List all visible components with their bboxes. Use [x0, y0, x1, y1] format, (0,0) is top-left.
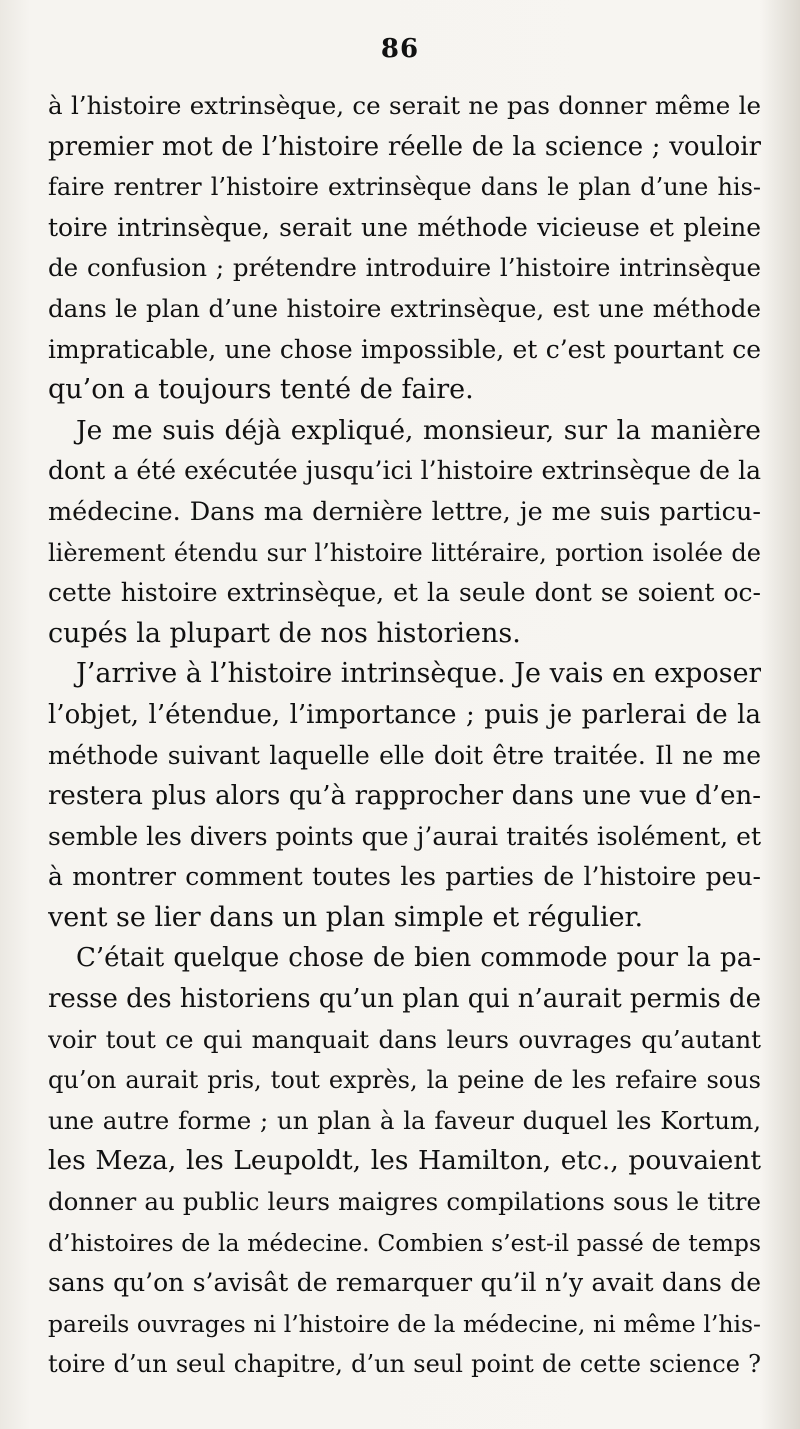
- body-text: [48, 86, 761, 1385]
- text-line: premier mot de l’histoire réelle de la science ; vouloir: [48, 131, 761, 162]
- text-line: J’arrive à l’histoire intrinsèque. Je vais en exposer: [76, 658, 761, 690]
- text-line: qu’on a toujours tenté de faire.: [48, 374, 474, 406]
- text-line: lièrement étendu sur l’histoire littéraire, portion isolée de: [48, 538, 761, 567]
- text-line: à l’histoire extrinsèque, ce serait ne pas donner même le: [48, 91, 761, 120]
- text-line: semble les divers points que j’aurai traités isolément, et: [48, 821, 761, 851]
- text-line: d’histoires de la médecine. Combien s’est-il passé de temps: [48, 1228, 761, 1257]
- text-line: toire d’un seul chapitre, d’un seul point de cette science ?: [48, 1350, 761, 1379]
- text-line: qu’on aurait pris, tout exprès, la peine de les refaire sous: [48, 1066, 761, 1095]
- text-line: cette histoire extrinsèque, et la seule dont se soient oc-: [48, 578, 761, 608]
- text-line: méthode suivant laquelle elle doit être traitée. Il ne me: [48, 740, 761, 770]
- text-line: voir tout ce qui manquait dans leurs ouvrages qu’autant: [48, 1024, 761, 1054]
- text-line: toire intrinsèque, serait une méthode vicieuse et pleine: [48, 212, 761, 242]
- text-line: une autre forme ; un plan à la faveur duquel les Kortum,: [48, 1105, 761, 1135]
- text-line: vent se lier dans un plan simple et régulier.: [48, 901, 644, 933]
- text-line: resse des historiens qu’un plan qui n’aurait permis de: [48, 984, 761, 1015]
- text-line: cupés la plupart de nos historiens.: [48, 617, 521, 649]
- text-line: médecine. Dans ma dernière lettre, je me suis particu-: [48, 496, 761, 527]
- text-line: les Meza, les Leupoldt, les Hamilton, etc., pouvaient: [48, 1145, 761, 1177]
- text-line: dont a été exécutée jusqu’ici l’histoire extrinsèque de la: [48, 456, 761, 486]
- text-line: impraticable, une chose impossible, et c’est pourtant ce: [48, 334, 761, 364]
- text-line: donner au public leurs maigres compilations sous le titre: [48, 1187, 761, 1217]
- text-line: C’était quelque chose de bien commode pour la pa-: [76, 943, 761, 974]
- page-number: 86: [380, 34, 420, 64]
- text-line: Je me suis déjà expliqué, monsieur, sur la manière: [76, 414, 761, 446]
- text-line: sans qu’on s’avisât de remarquer qu’il n’y avait dans de: [48, 1268, 761, 1298]
- text-line: à montrer comment toutes les parties de l’histoire peu-: [48, 862, 761, 892]
- text-line: faire rentrer l’histoire extrinsèque dans le plan d’une his-: [48, 173, 761, 202]
- text-line: dans le plan d’une histoire extrinsèque, est une méthode: [48, 293, 761, 323]
- text-line: de confusion ; prétendre introduire l’histoire intrinsèque: [48, 253, 761, 283]
- text-line: restera plus alors qu’à rapprocher dans une vue d’en-: [48, 781, 761, 812]
- text-line: l’objet, l’étendue, l’importance ; puis je parlerai de la: [48, 699, 761, 730]
- text-line: pareils ouvrages ni l’histoire de la médecine, ni même l’his-: [48, 1309, 761, 1338]
